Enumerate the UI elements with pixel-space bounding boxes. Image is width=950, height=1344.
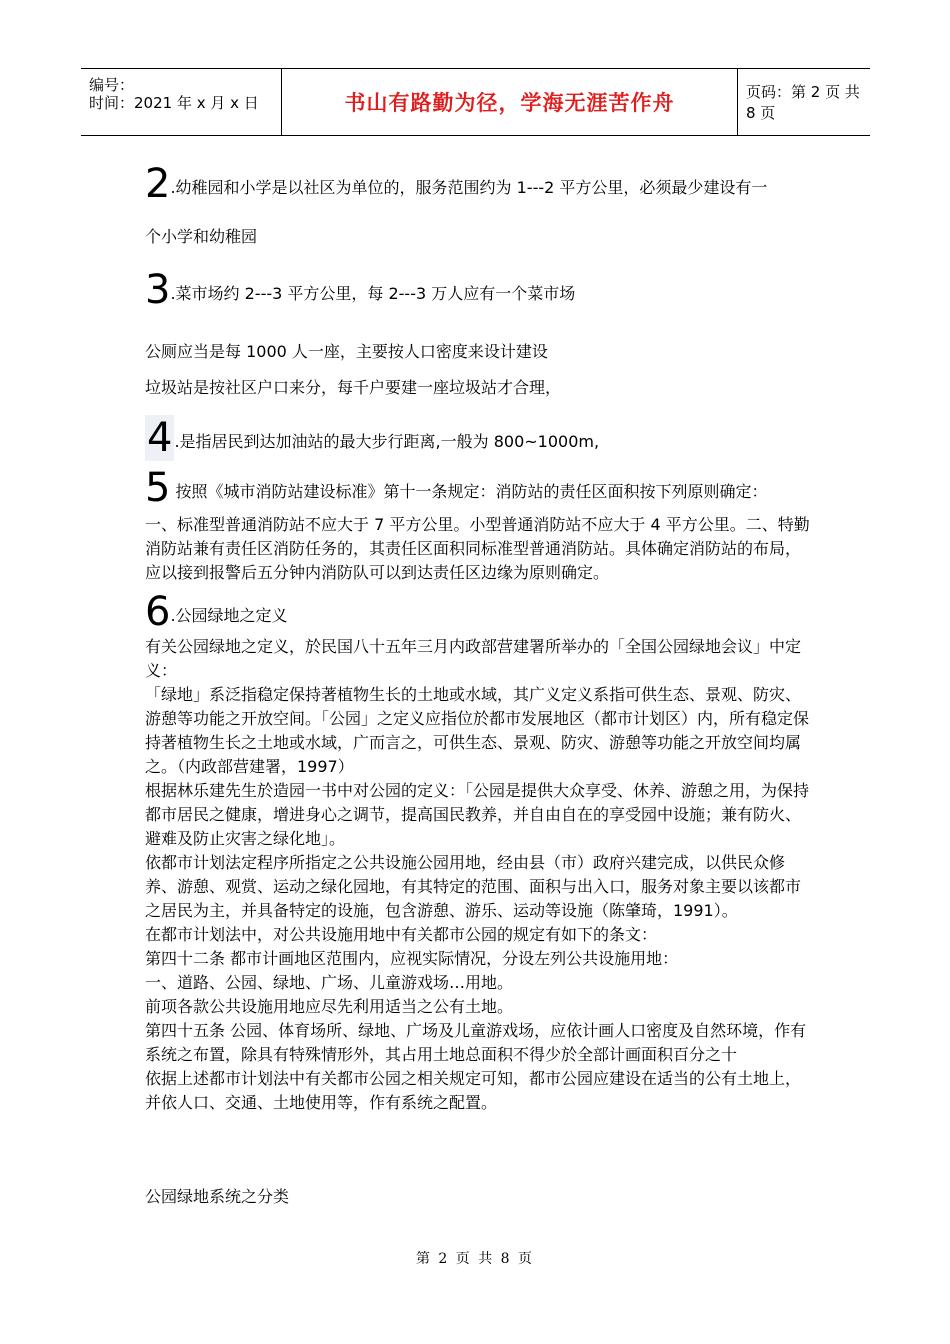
classification-heading: 公园绿地系统之分类	[145, 1187, 290, 1206]
page-footer: 第 2 页 共 8 页	[415, 1251, 535, 1267]
header-page-cell	[736, 69, 870, 135]
page-header	[81, 68, 870, 136]
item-4	[145, 415, 810, 461]
item-2-continued	[145, 225, 257, 249]
item-6	[145, 589, 810, 635]
park-definition-section	[145, 635, 810, 1115]
toilet-paragraph: 公厕应当是每 1000 人一座，主要按人口密度来设计建设	[145, 342, 548, 361]
header-motto-cell	[281, 69, 738, 135]
page-info: 页码：第 2 页 共 8 页	[746, 83, 860, 122]
park-paragraph: 一、道路、公园、绿地、广场、儿童游戏场…用地。	[145, 973, 514, 992]
time-label: 时间：2021 年 x 月 x 日	[89, 94, 259, 112]
park-paragraph: 依据上述都市计划法中有关都市公园之相关规定可知，都市公园应建设在适当的公有土地上，并依人口、交通、土地使用等，作有系统之配置。	[145, 1069, 802, 1112]
park-paragraph: 依都市计划法定程序所指定之公共设施公园用地，经由县（市）政府兴建完成，以供民众修养、游憩、观赏、运动之绿化园地，有其特定的范围、面积与出入口，服务对象主要以该都市之居民为主，并具备特定的设施，包含游憩、游乐、运动等设施（陈肇琦，1991）。	[145, 853, 802, 920]
item-text: .是指居民到达加油站的最大步行距离,一般为 800~1000m,	[174, 432, 600, 451]
item-number: 6	[145, 589, 171, 635]
item-number: 4	[147, 415, 173, 461]
item-5	[145, 465, 810, 511]
motto: 书山有路勤为径，学海无涯苦作舟	[344, 91, 675, 115]
park-paragraph: 有关公园绿地之定义，於民国八十五年三月内政部营建署所举办的「全国公园绿地会议」中定义：	[145, 637, 802, 680]
park-paragraph: 前项各款公共设施用地应尽先利用适当之公有土地。	[145, 997, 514, 1016]
park-paragraph: 根据林乐建先生於造园一书中对公园的定义：「公园是提供大众享受、休养、游憩之用，为保持都市居民之健康，增进身心之调节，提高国民教养，并自由自在的享受园中设施；兼有防火、避难及防止灾害之绿化地」。	[145, 781, 810, 848]
item-number: 3	[145, 267, 171, 313]
park-paragraph: 「绿地」系泛指稳定保持著植物生长的土地或水域，其广义定义系指可供生态、景观、防灾、游憩等功能之开放空间。「公园」之定义应指位於都市发展地区（都市计划区）内，所有稳定保持著植物生长之土地或水域，广而言之，可供生态、景观、防灾、游憩等功能之开放空间均属之。（内政部营建署，1997）	[145, 685, 810, 776]
park-paragraph: 在都市计划法中，对公共设施用地中有关都市公园的规定有如下的条文：	[145, 925, 658, 944]
item-number: 5	[145, 465, 171, 511]
item-text-continued: 个小学和幼稚园	[145, 227, 258, 246]
item-2	[145, 161, 810, 207]
item-text: .菜市场约 2---3 平方公里，每 2---3 万人应有一个菜市场	[170, 284, 576, 303]
garbage-paragraph: 垃圾站是按社区户口来分，每千户要建一座垃圾站才合理，	[145, 378, 562, 397]
park-paragraph: 第四十五条 公园、体育场所、绿地、广场及儿童游戏场，应依计画人口密度及自然环境，作有系统之布置，除具有特殊情形外，其占用土地总面积不得少於全部计画面积百分之十	[145, 1021, 807, 1064]
item-number: 2	[145, 161, 171, 207]
park-paragraph: 第四十二条 都市计画地区范围内，应视实际情况，分设左列公共设施用地：	[145, 949, 679, 968]
number-label: 编号：	[89, 76, 135, 94]
item-text: 按照《城市消防站建设标准》第十一条规定：消防站的责任区面积按下列原则确定：	[170, 482, 768, 501]
item-text: .公园绿地之定义	[170, 606, 288, 625]
fire-station-paragraph: 一、标准型普通消防站不应大于 7 平方公里。小型普通消防站不应大于 4 平方公里。二、特勤消防站兼有责任区消防任务的，其责任区面积同标准型普通消防站。具体确定消防站的布局，应以接到报警后五分钟内消防队可以到达责任区边缘为原则确定。	[145, 515, 810, 582]
item-3	[145, 267, 810, 313]
header-meta	[81, 69, 281, 135]
item-text: .幼稚园和小学是以社区为单位的，服务范围约为 1---2 平方公里，必须最少建设有一	[170, 178, 768, 197]
